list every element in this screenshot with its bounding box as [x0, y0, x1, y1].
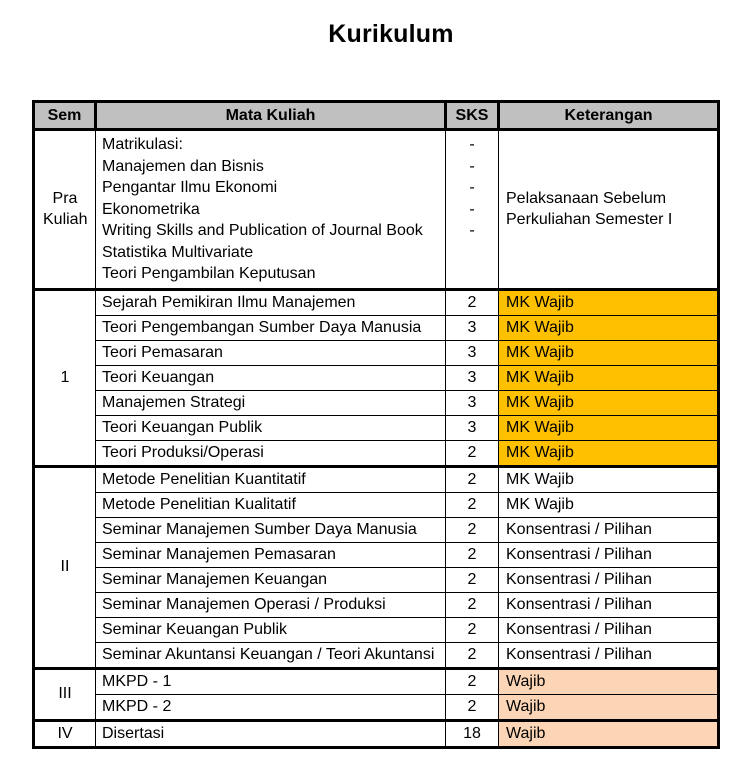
- course-name: Seminar Manajemen Pemasaran: [96, 542, 446, 567]
- course-sks: 2: [446, 492, 499, 517]
- table-row: [34, 340, 719, 365]
- course-keterangan: MK Wajib: [499, 390, 719, 415]
- course-keterangan: Wajib: [499, 668, 719, 694]
- table-row: [34, 365, 719, 390]
- sem-cell: III: [34, 668, 96, 720]
- course-keterangan: Konsentrasi / Pilihan: [499, 592, 719, 617]
- table-row: [34, 592, 719, 617]
- table-row: [34, 542, 719, 567]
- course-sks: 2: [446, 289, 499, 315]
- course-sks: 3: [446, 415, 499, 440]
- sks-dash: -: [469, 200, 475, 218]
- course-sks: 3: [446, 340, 499, 365]
- table-row: [34, 567, 719, 592]
- table-row: [34, 390, 719, 415]
- course-sks: 2: [446, 668, 499, 694]
- list-item: Statistika Multivariate: [102, 243, 254, 261]
- header-keterangan: Keterangan: [499, 102, 719, 130]
- course-keterangan: Konsentrasi / Pilihan: [499, 542, 719, 567]
- course-name: MKPD - 2: [96, 694, 446, 720]
- course-name: Seminar Manajemen Sumber Daya Manusia: [96, 517, 446, 542]
- course-keterangan: MK Wajib: [499, 340, 719, 365]
- table-row: [34, 492, 719, 517]
- course-name: Seminar Manajemen Keuangan: [96, 567, 446, 592]
- course-sks: 2: [446, 440, 499, 466]
- list-item: Matrikulasi:: [102, 136, 183, 153]
- table-header-row: [34, 102, 719, 130]
- course-keterangan: Konsentrasi / Pilihan: [499, 567, 719, 592]
- table-row: [34, 668, 719, 694]
- course-name: Teori Produksi/Operasi: [96, 440, 446, 466]
- course-name: Seminar Manajemen Operasi / Produksi: [96, 592, 446, 617]
- table-row: [34, 694, 719, 720]
- table-row-pra-kuliah: [34, 130, 719, 290]
- course-keterangan: MK Wajib: [499, 492, 719, 517]
- course-keterangan: Konsentrasi / Pilihan: [499, 642, 719, 668]
- table-row: [34, 440, 719, 466]
- table-body: [34, 130, 719, 748]
- sem-cell: IV: [34, 720, 96, 747]
- table-row: [34, 466, 719, 492]
- course-name: Disertasi: [96, 720, 446, 747]
- list-item: Ekonometrika: [102, 200, 200, 218]
- table-row: [34, 617, 719, 642]
- course-sks: 3: [446, 365, 499, 390]
- pra-kuliah-courses: [96, 130, 446, 290]
- course-keterangan: MK Wajib: [499, 365, 719, 390]
- course-keterangan: Konsentrasi / Pilihan: [499, 517, 719, 542]
- sem-cell-pra-kuliah: [34, 130, 96, 290]
- course-sks: 3: [446, 315, 499, 340]
- sem-cell: II: [34, 466, 96, 668]
- course-name: Teori Pengembangan Sumber Daya Manusia: [96, 315, 446, 340]
- course-name: Sejarah Pemikiran Ilmu Manajemen: [96, 289, 446, 315]
- course-keterangan: MK Wajib: [499, 315, 719, 340]
- course-keterangan: MK Wajib: [499, 415, 719, 440]
- list-item: Pengantar Ilmu Ekonomi: [102, 179, 278, 196]
- course-sks: 2: [446, 694, 499, 720]
- course-name: Teori Keuangan: [96, 365, 446, 390]
- course-name: Manajemen Strategi: [96, 390, 446, 415]
- table-row: [34, 517, 719, 542]
- list-item: Manajemen dan Bisnis: [102, 157, 264, 175]
- sks-dash: -: [469, 136, 475, 153]
- course-keterangan: Wajib: [499, 694, 719, 720]
- sks-dash: -: [469, 179, 475, 196]
- table-row: [34, 315, 719, 340]
- course-sks: 2: [446, 466, 499, 492]
- course-sks: 2: [446, 592, 499, 617]
- course-name: Teori Keuangan Publik: [96, 415, 446, 440]
- course-sks: 2: [446, 567, 499, 592]
- sem-label: Pra Kuliah: [43, 190, 88, 229]
- course-sks: 2: [446, 517, 499, 542]
- pra-kuliah-keterangan: [499, 130, 719, 290]
- sem-cell: 1: [34, 289, 96, 466]
- keterangan-line: Pelaksanaan Sebelum: [506, 190, 667, 208]
- course-keterangan: Wajib: [499, 720, 719, 747]
- course-keterangan: MK Wajib: [499, 289, 719, 315]
- sks-dash: -: [469, 222, 475, 239]
- course-keterangan: MK Wajib: [499, 440, 719, 466]
- course-name: Metode Penelitian Kuantitatif: [96, 466, 446, 492]
- course-name: Metode Penelitian Kualitatif: [96, 492, 446, 517]
- header-mata-kuliah: Mata Kuliah: [96, 102, 446, 130]
- course-keterangan: Konsentrasi / Pilihan: [499, 617, 719, 642]
- table-row: [34, 642, 719, 668]
- course-keterangan: MK Wajib: [499, 466, 719, 492]
- table-row: [34, 415, 719, 440]
- course-sks: 2: [446, 642, 499, 668]
- course-sks: 2: [446, 542, 499, 567]
- page-title: Kurikulum: [328, 20, 454, 48]
- list-item: Writing Skills and Publication of Journal Book: [102, 222, 423, 239]
- keterangan-line: Perkuliahan Semester I: [506, 211, 673, 229]
- curriculum-table: [32, 100, 720, 749]
- list-item: Teori Pengambilan Keputusan: [102, 265, 316, 282]
- header-sks: SKS: [446, 102, 499, 130]
- course-sks: 18: [446, 720, 499, 747]
- course-sks: 3: [446, 390, 499, 415]
- table-row: [34, 720, 719, 747]
- course-name: Seminar Keuangan Publik: [96, 617, 446, 642]
- sks-dash: -: [469, 157, 475, 175]
- course-name: MKPD - 1: [96, 668, 446, 694]
- course-sks: 2: [446, 617, 499, 642]
- course-name: Teori Pemasaran: [96, 340, 446, 365]
- course-name: Seminar Akuntansi Keuangan / Teori Akuntansi: [96, 642, 446, 668]
- pra-kuliah-sks: [446, 130, 499, 290]
- header-sem: Sem: [34, 102, 96, 130]
- table-row: [34, 289, 719, 315]
